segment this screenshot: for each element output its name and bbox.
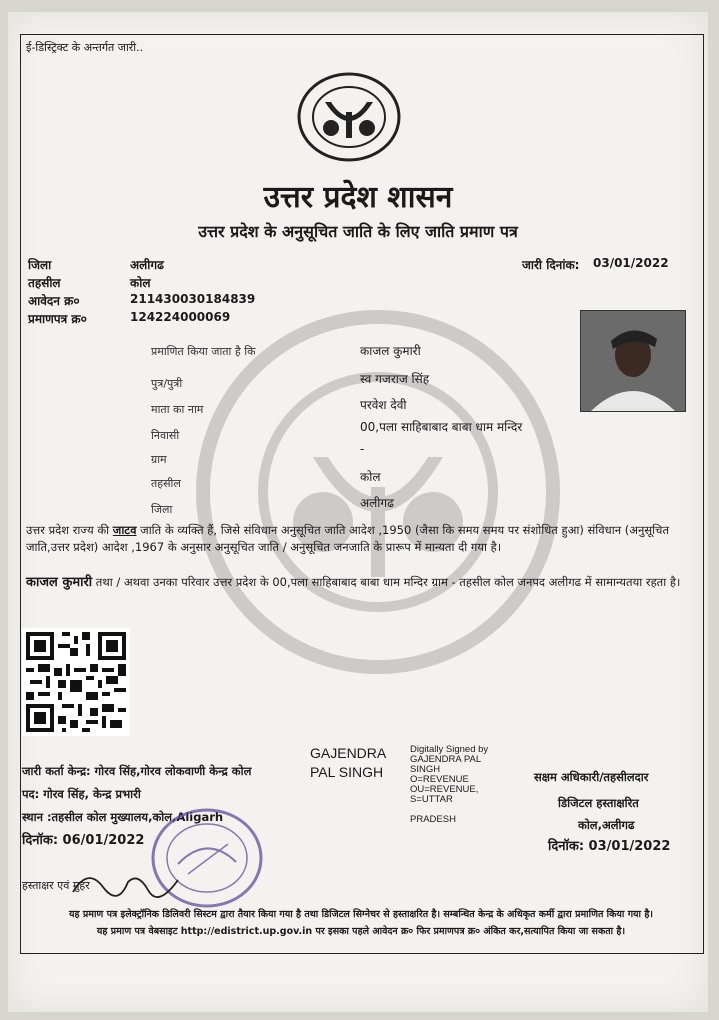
certificate-no-value: 124224000069 <box>130 310 231 324</box>
issue-place: स्थान :तहसील कोल मुख्यालय,कोल,Aligarh <box>22 810 224 824</box>
issuer-post: पद: गोरव सिंह, केन्द्र प्रभारी <box>22 787 141 801</box>
detail-label: निवासी <box>151 429 180 442</box>
digital-signer-name-line1: GAJENDRA <box>310 745 387 761</box>
application-no-value: 211430030184839 <box>130 292 256 306</box>
district-value: अलीगढ <box>130 258 164 272</box>
header-note: ई-डिस्ट्रिक्ट के अन्तर्गत जारी.. <box>26 41 144 54</box>
authority-place: कोल,अलीगढ <box>578 818 635 832</box>
detail-district: अलीगढ <box>360 496 394 510</box>
applicant-name: काजल कुमारी <box>360 344 421 358</box>
footer-line-1: यह प्रमाण पत्र इलेक्ट्रॉनिक डिलिवरी सिस्टम द्वारा तैयार किया गया है तथा डिजिटल सिग्नेचर से हस्ताक्षरित है। सम्बन्धित केन्द्र के अधिकृत कर्मी द्वारा प्रमाणित किया गया है। <box>69 909 653 920</box>
digital-signer-name-line2: PAL SINGH <box>310 764 384 780</box>
footer-line-2: यह प्रमाण पत्र वेबसाइट http://edistrict.up.gov.in पर इसका पहले आवेदन क्र० फिर प्रमाणपत्र क्र० अंकित कर,सत्यापित किया जा सकता है। <box>96 926 626 937</box>
issuer-date: दिनॉक: 06/01/2022 <box>22 833 145 848</box>
certificate-subtitle: उत्तर प्रदेश के अनुसूचित जाति के लिए जाति प्रमाण पत्र <box>198 222 518 241</box>
applicant-name-inline: काजल कुमारी <box>26 575 93 590</box>
detail-label: तहसील <box>151 477 181 490</box>
residence-paragraph: काजल कुमारी तथा / अथवा उनका परिवार उत्तर प्रदेश के 00,पला साहिबाबाद बाबा धाम मन्दिर ग्राम - तहसील कोल जनपद अलीगढ में सामान्यतया रहता है। <box>26 575 681 590</box>
caste-paragraph: उत्तर प्रदेश राज्य की जाटव जाति के व्यक्ति हैं, जिसे संविधान अनुसूचित जाति आदेश ,1950 (जैसा कि समय समय पर संशोधित हुआ) संविधान (अनुसूचित जाति,उत्तर प्रदेश) आदेश ,1967 के अनुसार अनुसूचित जाति / अनुसूचित जनजाति के प्रारूप में मान्यता दी गया है। <box>26 523 670 554</box>
authority-signed: डिजिटल हस्ताक्षरित <box>558 796 639 810</box>
detail-label: ग्राम <box>151 453 167 466</box>
issuing-center: जारी कर्ता केन्द्र: गोरव सिंह,गोरव लोकवाणी केन्द्र कोल <box>22 764 252 778</box>
detail-tehsil: कोल <box>360 470 381 484</box>
certificate-no-label: प्रमाणपत्र क्र० <box>28 312 87 326</box>
signature-label: हस्ताक्षर एवं मुहर <box>22 879 90 892</box>
father-name: स्व गजराज सिंह <box>360 372 430 386</box>
district-label: जिला <box>28 258 52 272</box>
authority-date: दिनॉक: 03/01/2022 <box>548 839 671 854</box>
mother-name: परवेश देवी <box>360 398 407 412</box>
detail-label: प्रमाणित किया जाता है कि <box>151 345 256 358</box>
tehsil-label: तहसील <box>28 276 61 290</box>
tehsil-value: कोल <box>130 276 151 290</box>
up-government-emblem-icon <box>293 70 405 164</box>
certificate-page <box>8 12 708 1012</box>
detail-label: पुत्र/पुत्री <box>151 377 183 390</box>
digital-signature-details: Digitally Signed by GAJENDRA PAL SINGH O=REVENUE OU=REVENUE, S=UTTAR PRADESH <box>410 744 489 825</box>
village: - <box>360 442 365 456</box>
qr-code <box>22 628 130 736</box>
authority-title: सक्षम अधिकारी/तहसीलदार <box>534 770 649 784</box>
detail-label: माता का नाम <box>151 403 204 416</box>
page-title: उत्तर प्रदेश शासन <box>263 180 453 215</box>
issue-date-value: 03/01/2022 <box>593 256 669 270</box>
detail-label: जिला <box>151 503 173 516</box>
residence: 00,पला साहिबाबाद बाबा धाम मन्दिर <box>360 420 523 434</box>
application-no-label: आवेदन क्र० <box>28 294 80 308</box>
issue-date-label: जारी दिनांक: <box>522 258 580 272</box>
caste-name: जाटव <box>112 523 137 537</box>
applicant-photo <box>580 310 686 412</box>
